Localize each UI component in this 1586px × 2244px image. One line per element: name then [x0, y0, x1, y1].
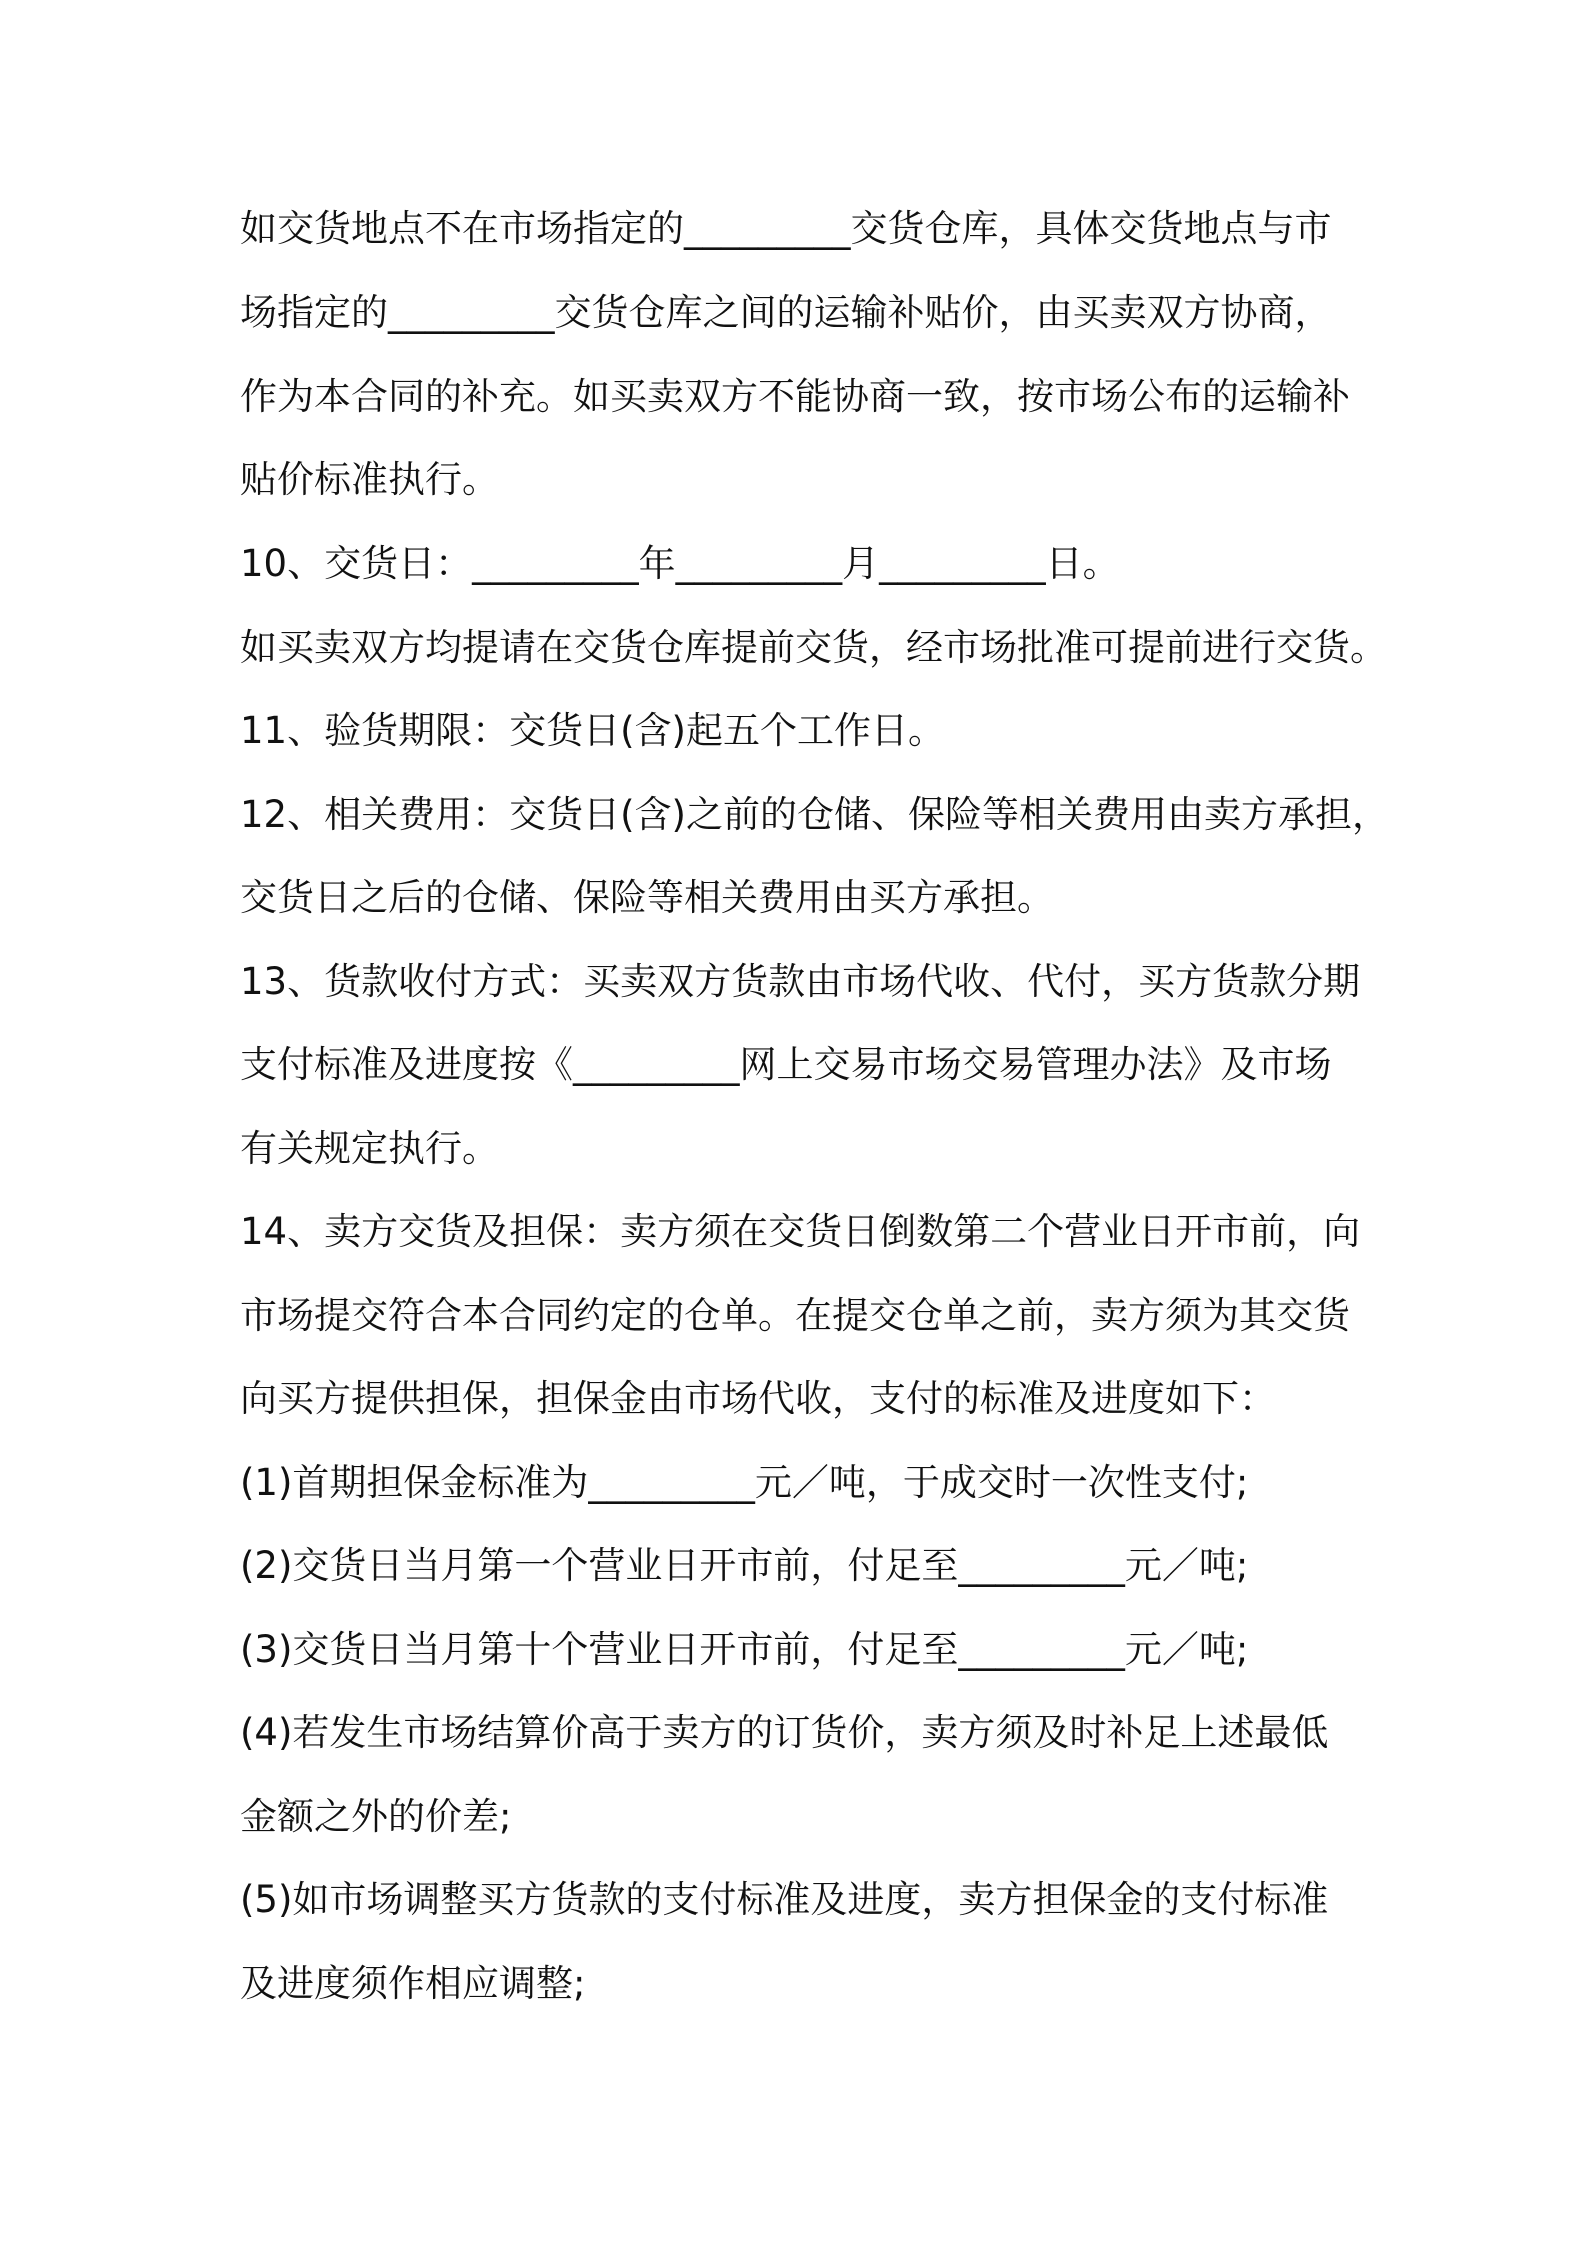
paragraph-line: (3)交货日当月第十个营业日开市前，付足至_________元／吨; — [240, 1628, 1249, 1671]
paragraph-line: 交货日之后的仓储、保险等相关费用由买方承担。 — [240, 876, 1054, 919]
paragraph-line: 如交货地点不在市场指定的_________交货仓库，具体交货地点与市 — [240, 207, 1332, 250]
paragraph-line: (1)首期担保金标准为_________元／吨，于成交时一次性支付; — [240, 1461, 1249, 1504]
paragraph-line: (4)若发生市场结算价高于卖方的订货价，卖方须及时补足上述最低 — [240, 1711, 1329, 1754]
paragraph-line: 13、货款收付方式：买卖双方货款由市场代收、代付，买方货款分期 — [240, 960, 1361, 1003]
paragraph-line: 如买卖双方均提请在交货仓库提前交货，经市场批准可提前进行交货。 — [240, 626, 1387, 669]
paragraph-line: 市场提交符合本合同约定的仓单。在提交仓单之前，卖方须为其交货 — [240, 1294, 1350, 1337]
paragraph-line: 14、卖方交货及担保：卖方须在交货日倒数第二个营业日开市前，向 — [240, 1210, 1361, 1253]
paragraph-line: 及进度须作相应调整; — [240, 1962, 586, 2005]
paragraph-line: 支付标准及进度按《_________网上交易市场交易管理办法》及市场 — [240, 1043, 1332, 1086]
paragraph-line: 12、相关费用：交货日(含)之前的仓储、保险等相关费用由卖方承担， — [240, 793, 1389, 836]
paragraph-line: 向买方提供担保，担保金由市场代收，支付的标准及进度如下： — [240, 1377, 1276, 1420]
paragraph-line: 金额之外的价差; — [240, 1795, 512, 1838]
paragraph-line: 11、验货期限：交货日(含)起五个工作日。 — [240, 709, 945, 752]
paragraph-line: 贴价标准执行。 — [240, 458, 499, 501]
paragraph-line: 作为本合同的补充。如买卖双方不能协商一致，按市场公布的运输补 — [240, 375, 1350, 418]
paragraph-line: 10、交货日：_________年_________月_________日。 — [240, 542, 1120, 585]
paragraph-line: 有关规定执行。 — [240, 1127, 499, 1170]
paragraph-line: (2)交货日当月第一个营业日开市前，付足至_________元／吨; — [240, 1544, 1249, 1587]
paragraph-line: 场指定的_________交货仓库之间的运输补贴价，由买卖双方协商， — [240, 291, 1332, 334]
paragraph-line: (5)如市场调整买方货款的支付标准及进度，卖方担保金的支付标准 — [240, 1878, 1329, 1921]
